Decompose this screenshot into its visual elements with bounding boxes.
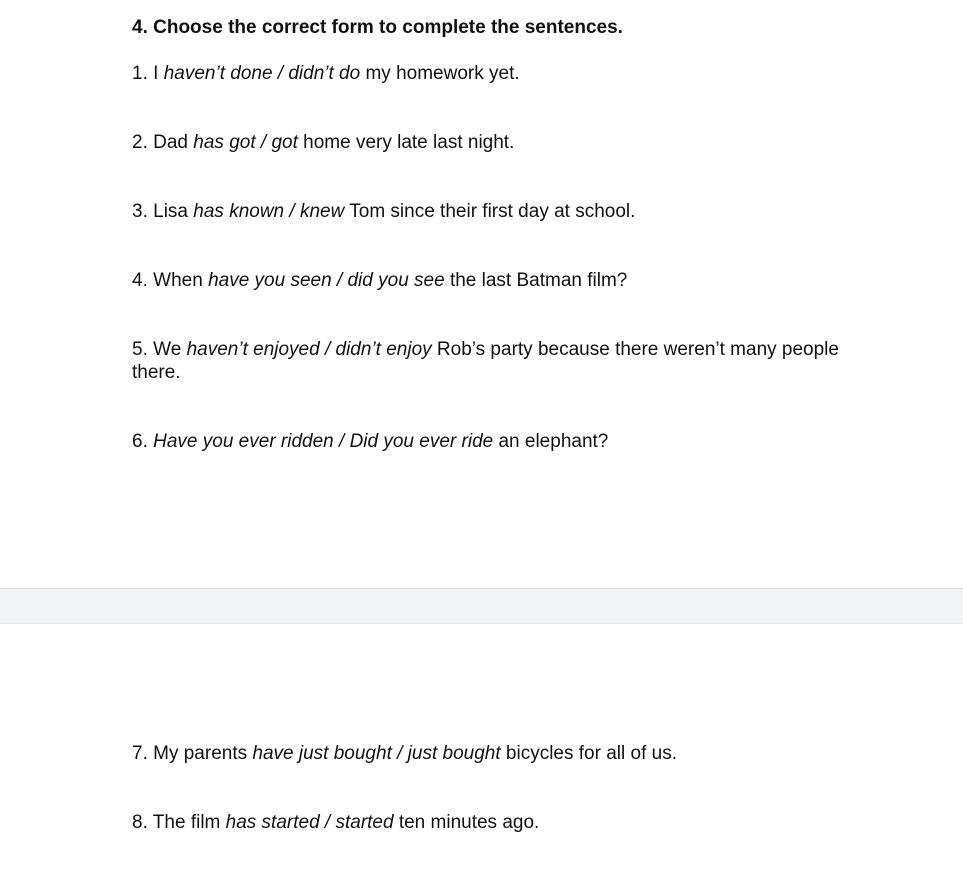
item-number: 1. — [132, 63, 148, 84]
item-number: 8. — [132, 812, 148, 833]
item-number: 6. — [132, 431, 148, 452]
sentence-3 — [132, 200, 892, 223]
sentence-text: I — [147, 63, 164, 84]
sentence-text: ten minutes ago. — [393, 812, 540, 833]
sentence-text: My parents — [147, 743, 253, 764]
sentence-text: my homework yet. — [360, 63, 520, 84]
answer-options: has started / started — [225, 812, 394, 833]
sentence-1 — [132, 62, 892, 85]
sentence-text: The film — [147, 812, 226, 833]
sentence-text: bicycles for all of us. — [500, 743, 677, 764]
sentence-text: an elephant? — [493, 431, 609, 452]
item-number: 3. — [132, 201, 148, 222]
exercise-heading: 4. Choose the correct form to complete the sentences. — [132, 17, 623, 38]
item-number: 4. — [132, 270, 148, 291]
sentence-text: Tom since their first day at school. — [344, 201, 636, 222]
page-separator — [0, 588, 963, 624]
sentence-text: When — [147, 270, 209, 291]
answer-options: haven’t done / didn’t do — [163, 63, 361, 84]
answer-options: has got / got — [193, 132, 298, 153]
sentence-text: Rob’s party because there weren’t many people there. — [132, 339, 839, 383]
sentence-text: Lisa — [147, 201, 194, 222]
sentence-text: the last Batman film? — [444, 270, 628, 291]
sentence-2 — [132, 131, 892, 154]
answer-options: Have you ever ridden / Did you ever ride — [153, 431, 494, 452]
sentence-8 — [132, 811, 892, 834]
sentence-6 — [132, 430, 892, 453]
sentence-text: home very late last night. — [297, 132, 515, 153]
sentence-text: We — [147, 339, 187, 360]
item-number: 7. — [132, 743, 148, 764]
sentence-4 — [132, 269, 892, 292]
answer-options: haven’t enjoyed / didn’t enjoy — [186, 339, 432, 360]
document-page-2 — [0, 624, 963, 881]
answer-options: has known / knew — [193, 201, 345, 222]
item-number: 2. — [132, 132, 148, 153]
sentence-text: Dad — [147, 132, 194, 153]
sentence-5 — [132, 338, 892, 384]
item-number: 5. — [132, 339, 148, 360]
sentence-7 — [132, 742, 892, 765]
answer-options: have just bought / just bought — [252, 743, 501, 764]
answer-options: have you seen / did you see — [208, 270, 445, 291]
